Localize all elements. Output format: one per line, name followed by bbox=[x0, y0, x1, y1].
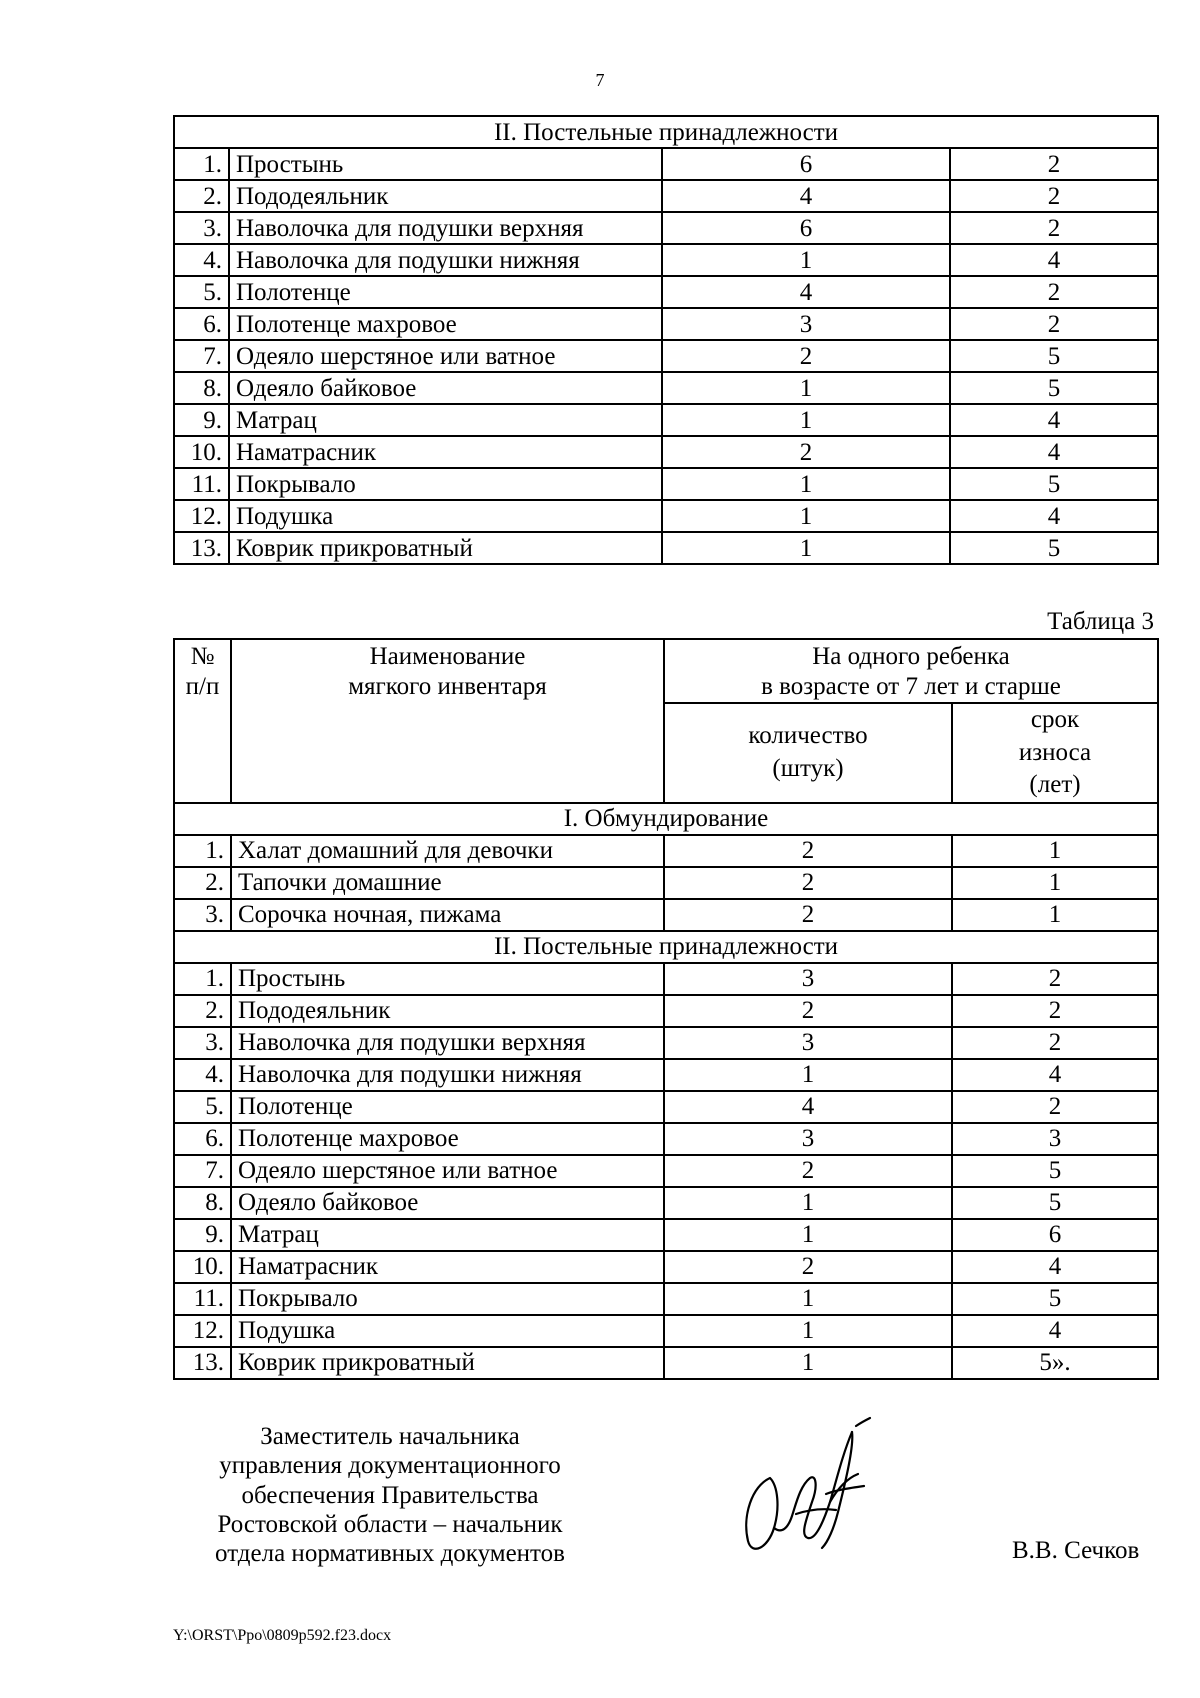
item-wear-term: 5». bbox=[952, 1347, 1158, 1379]
item-quantity: 2 bbox=[664, 1155, 952, 1187]
signer-name: В.В. Сечков bbox=[1012, 1537, 1140, 1564]
header-term-line1: срок bbox=[1030, 706, 1080, 733]
header-qty-line1: количество bbox=[748, 722, 868, 750]
table-row bbox=[174, 404, 1158, 436]
row-number: 8. bbox=[174, 372, 229, 404]
row-number: 7. bbox=[174, 340, 229, 372]
item-wear-term: 5 bbox=[952, 1283, 1158, 1315]
item-name: Коврик прикроватный bbox=[229, 532, 662, 564]
item-name: Одеяло байковое bbox=[229, 372, 662, 404]
signer-line: отдела нормативных документов bbox=[215, 1540, 565, 1567]
header-term-line3: (лет) bbox=[1029, 771, 1081, 798]
item-wear-term: 4 bbox=[952, 1059, 1158, 1091]
item-wear-term: 2 bbox=[950, 276, 1158, 308]
item-quantity: 1 bbox=[664, 1283, 952, 1315]
row-number: 3. bbox=[174, 1027, 231, 1059]
row-number: 13. bbox=[174, 532, 229, 564]
item-quantity: 3 bbox=[664, 1123, 952, 1155]
item-quantity: 4 bbox=[662, 180, 950, 212]
item-name: Пододеяльник bbox=[231, 995, 664, 1027]
item-quantity: 1 bbox=[664, 1219, 952, 1251]
table-row bbox=[174, 1283, 1158, 1315]
item-quantity: 1 bbox=[664, 1059, 952, 1091]
item-name: Простынь bbox=[229, 148, 662, 180]
header-name-line1: Наименование bbox=[369, 643, 526, 670]
item-name: Халат домашний для девочки bbox=[231, 835, 664, 867]
item-quantity: 1 bbox=[662, 372, 950, 404]
header-num bbox=[174, 639, 231, 803]
section-header-row bbox=[174, 931, 1158, 963]
item-name: Тапочки домашние bbox=[231, 867, 664, 899]
row-number: 11. bbox=[174, 468, 229, 500]
row-number: 7. bbox=[174, 1155, 231, 1187]
section-title: II. Постельные принадлежности bbox=[174, 116, 1158, 148]
item-name: Полотенце bbox=[229, 276, 662, 308]
item-quantity: 4 bbox=[662, 276, 950, 308]
item-quantity: 2 bbox=[664, 899, 952, 931]
row-number: 8. bbox=[174, 1187, 231, 1219]
row-number: 13. bbox=[174, 1347, 231, 1379]
item-quantity: 3 bbox=[664, 1027, 952, 1059]
item-name: Полотенце махровое bbox=[231, 1123, 664, 1155]
row-number: 1. bbox=[174, 835, 231, 867]
table-row bbox=[174, 1123, 1158, 1155]
item-name: Матрац bbox=[231, 1219, 664, 1251]
table-row bbox=[174, 1187, 1158, 1219]
header-num-line2: п/п bbox=[185, 673, 220, 700]
item-wear-term: 3 bbox=[952, 1123, 1158, 1155]
table-row bbox=[174, 1059, 1158, 1091]
row-number: 10. bbox=[174, 1251, 231, 1283]
item-wear-term: 2 bbox=[952, 963, 1158, 995]
item-name: Подушка bbox=[231, 1315, 664, 1347]
table-row bbox=[174, 180, 1158, 212]
item-wear-term: 2 bbox=[952, 995, 1158, 1027]
table-row bbox=[174, 276, 1158, 308]
item-quantity: 2 bbox=[664, 867, 952, 899]
item-name: Полотенце bbox=[231, 1091, 664, 1123]
table-row bbox=[174, 372, 1158, 404]
row-number: 9. bbox=[174, 1219, 231, 1251]
table-3 bbox=[173, 638, 1159, 1380]
signer-line: обеспечения Правительства bbox=[241, 1481, 539, 1509]
file-path: Y:\ORST\Ppo\0809p592.f23.docx bbox=[173, 1627, 392, 1644]
item-quantity: 2 bbox=[662, 340, 950, 372]
row-number: 2. bbox=[174, 995, 231, 1027]
signer-position bbox=[180, 1422, 600, 1568]
row-number: 11. bbox=[174, 1283, 231, 1315]
item-name: Наматрасник bbox=[229, 436, 662, 468]
table-row bbox=[174, 1347, 1158, 1379]
item-wear-term: 5 bbox=[950, 468, 1158, 500]
table-row bbox=[174, 340, 1158, 372]
table-row bbox=[174, 500, 1158, 532]
table-caption: Таблица 3 bbox=[1047, 608, 1154, 635]
row-number: 4. bbox=[174, 1059, 231, 1091]
table-row bbox=[174, 963, 1158, 995]
item-quantity: 1 bbox=[662, 404, 950, 436]
table-row bbox=[174, 995, 1158, 1027]
item-quantity: 2 bbox=[664, 1251, 952, 1283]
item-name: Покрывало bbox=[231, 1283, 664, 1315]
row-number: 3. bbox=[174, 212, 229, 244]
item-quantity: 1 bbox=[662, 244, 950, 276]
item-wear-term: 2 bbox=[950, 148, 1158, 180]
row-number: 5. bbox=[174, 1091, 231, 1123]
table-row bbox=[174, 1027, 1158, 1059]
item-quantity: 3 bbox=[664, 963, 952, 995]
item-wear-term: 2 bbox=[950, 180, 1158, 212]
table-row bbox=[174, 899, 1158, 931]
item-wear-term: 1 bbox=[952, 899, 1158, 931]
item-name: Наволочка для подушки верхняя bbox=[231, 1027, 664, 1059]
item-quantity: 6 bbox=[662, 148, 950, 180]
row-number: 3. bbox=[174, 899, 231, 931]
item-wear-term: 5 bbox=[952, 1155, 1158, 1187]
header-qty bbox=[664, 703, 952, 803]
item-name: Наволочка для подушки верхняя bbox=[229, 212, 662, 244]
row-number: 2. bbox=[174, 867, 231, 899]
table-row bbox=[174, 1091, 1158, 1123]
table-row bbox=[174, 148, 1158, 180]
item-wear-term: 2 bbox=[952, 1027, 1158, 1059]
item-name: Матрац bbox=[229, 404, 662, 436]
header-group-line2: в возрасте от 7 лет и старше bbox=[761, 673, 1061, 700]
row-number: 10. bbox=[174, 436, 229, 468]
header-qty-line2: (штук) bbox=[772, 754, 844, 782]
header-name-line2: мягкого инвентаря bbox=[348, 673, 547, 700]
table-row bbox=[174, 212, 1158, 244]
section-title: II. Постельные принадлежности bbox=[174, 931, 1158, 963]
item-quantity: 6 bbox=[662, 212, 950, 244]
item-wear-term: 5 bbox=[952, 1187, 1158, 1219]
item-quantity: 3 bbox=[662, 308, 950, 340]
item-quantity: 4 bbox=[664, 1091, 952, 1123]
item-name: Подушка bbox=[229, 500, 662, 532]
section-title: I. Обмундирование bbox=[174, 803, 1158, 835]
item-name: Одеяло шерстяное или ватное bbox=[229, 340, 662, 372]
item-wear-term: 4 bbox=[950, 436, 1158, 468]
page-number: 7 bbox=[595, 70, 605, 90]
header-term-line2: износа bbox=[1018, 738, 1092, 766]
item-quantity: 2 bbox=[664, 835, 952, 867]
table-row bbox=[174, 436, 1158, 468]
table-row bbox=[174, 532, 1158, 564]
item-name: Наволочка для подушки нижняя bbox=[229, 244, 662, 276]
item-name: Одеяло байковое bbox=[231, 1187, 664, 1219]
item-wear-term: 6 bbox=[952, 1219, 1158, 1251]
item-wear-term: 4 bbox=[950, 500, 1158, 532]
table-row bbox=[174, 244, 1158, 276]
header-num-line1: № bbox=[190, 643, 215, 670]
item-name: Покрывало bbox=[229, 468, 662, 500]
item-quantity: 2 bbox=[662, 436, 950, 468]
item-wear-term: 2 bbox=[950, 212, 1158, 244]
row-number: 5. bbox=[174, 276, 229, 308]
item-quantity: 1 bbox=[664, 1315, 952, 1347]
header-term bbox=[952, 703, 1158, 803]
section-header-row bbox=[174, 803, 1158, 835]
row-number: 1. bbox=[174, 148, 229, 180]
row-number: 6. bbox=[174, 1123, 231, 1155]
row-number: 6. bbox=[174, 308, 229, 340]
signer-line: Ростовской области – начальник bbox=[217, 1510, 563, 1538]
table-row bbox=[174, 867, 1158, 899]
item-name: Коврик прикроватный bbox=[231, 1347, 664, 1379]
item-quantity: 1 bbox=[662, 500, 950, 532]
item-quantity: 1 bbox=[662, 532, 950, 564]
item-name: Наволочка для подушки нижняя bbox=[231, 1059, 664, 1091]
section-header-row bbox=[174, 116, 1158, 148]
signer-line: Заместитель начальника bbox=[260, 1423, 520, 1450]
item-wear-term: 2 bbox=[950, 308, 1158, 340]
row-number: 12. bbox=[174, 1315, 231, 1347]
table-row bbox=[174, 1251, 1158, 1283]
item-name: Полотенце махровое bbox=[229, 308, 662, 340]
header-group-line1: На одного ребенка bbox=[812, 643, 1010, 670]
item-quantity: 1 bbox=[664, 1347, 952, 1379]
table-row bbox=[174, 308, 1158, 340]
header-row bbox=[174, 639, 1158, 703]
header-group bbox=[664, 639, 1158, 703]
item-name: Простынь bbox=[231, 963, 664, 995]
table-row bbox=[174, 1315, 1158, 1347]
signer-line: управления документационного bbox=[219, 1452, 561, 1480]
handwritten-signature bbox=[730, 1416, 880, 1566]
table-row bbox=[174, 1155, 1158, 1187]
item-name: Одеяло шерстяное или ватное bbox=[231, 1155, 664, 1187]
row-number: 2. bbox=[174, 180, 229, 212]
item-name: Пододеяльник bbox=[229, 180, 662, 212]
item-quantity: 1 bbox=[662, 468, 950, 500]
item-quantity: 1 bbox=[664, 1187, 952, 1219]
row-number: 9. bbox=[174, 404, 229, 436]
item-wear-term: 5 bbox=[950, 340, 1158, 372]
row-number: 4. bbox=[174, 244, 229, 276]
item-quantity: 2 bbox=[664, 995, 952, 1027]
item-wear-term: 2 bbox=[952, 1091, 1158, 1123]
item-wear-term: 4 bbox=[950, 244, 1158, 276]
item-name: Сорочка ночная, пижама bbox=[231, 899, 664, 931]
item-name: Наматрасник bbox=[231, 1251, 664, 1283]
table-2-continuation bbox=[173, 115, 1159, 565]
item-wear-term: 4 bbox=[952, 1315, 1158, 1347]
item-wear-term: 4 bbox=[950, 404, 1158, 436]
item-wear-term: 1 bbox=[952, 835, 1158, 867]
item-wear-term: 5 bbox=[950, 532, 1158, 564]
table-row bbox=[174, 468, 1158, 500]
header-name bbox=[231, 639, 664, 803]
item-wear-term: 1 bbox=[952, 867, 1158, 899]
table-row bbox=[174, 835, 1158, 867]
row-number: 1. bbox=[174, 963, 231, 995]
table-row bbox=[174, 1219, 1158, 1251]
item-wear-term: 5 bbox=[950, 372, 1158, 404]
row-number: 12. bbox=[174, 500, 229, 532]
item-wear-term: 4 bbox=[952, 1251, 1158, 1283]
